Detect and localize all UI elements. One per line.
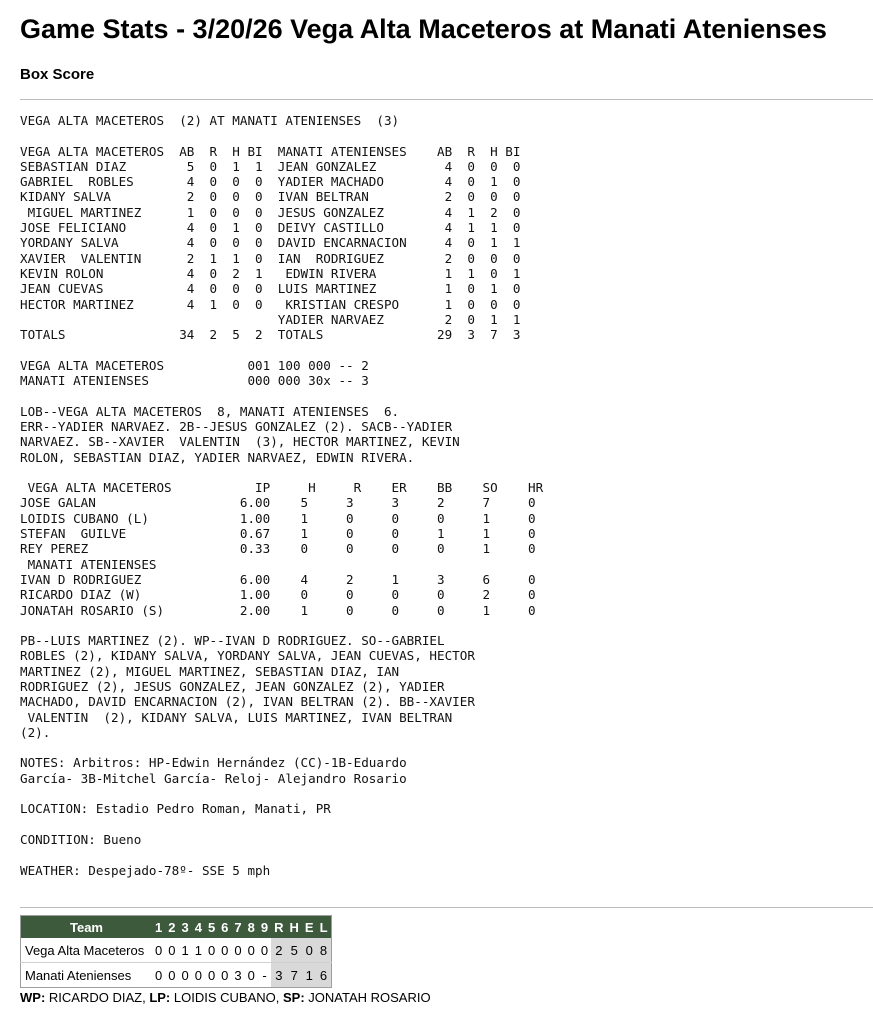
box-score-line: YORDANY SALVA 4 0 0 0 DAVID ENCARNACION 4 0 1 1 (20, 235, 521, 251)
box-score-line: IVAN D RODRIGUEZ 6.00 4 2 1 3 6 0 (20, 571, 536, 587)
box-score-line: (2). (20, 724, 51, 740)
box-score-line: MIGUEL MARTINEZ 1 0 0 0 JESUS GONZALEZ 4 1 2 0 (20, 204, 521, 220)
box-score-line: VEGA ALTA MACETEROS 001 100 000 -- 2 (20, 357, 369, 373)
linescore-row-home (21, 963, 332, 988)
inning-score: 3 (234, 967, 242, 983)
linescore-header-hits: H (287, 916, 302, 939)
box-score-line: JOSE FELICIANO 4 0 1 0 DEIVY CASTILLO 4 1 1 0 (20, 220, 521, 236)
box-score-line: LOIDIS CUBANO (L) 1.00 1 0 0 0 1 0 (20, 510, 536, 526)
box-score-line: MANATI ATENIENSES 000 000 30x -- 3 (20, 373, 369, 389)
box-score-line: CONDITION: Bueno (20, 831, 142, 847)
losing-pitcher: LOIDIS CUBANO (173, 990, 276, 1005)
inning-score: 0 (247, 967, 255, 983)
box-score-line: NOTES: Arbitros: HP-Edwin Hernández (CC)-1B-Eduardo (20, 755, 407, 771)
box-score-line: XAVIER VALENTIN 2 1 1 0 IAN RODRIGUEZ 2 0 0 0 (20, 250, 521, 266)
inning-score: 0 (221, 967, 229, 983)
box-score-line: MACHADO, DAVID ENCARNACION (2), IVAN BELTRAN (2). BB--XAVIER (20, 694, 475, 710)
inning-score: 0 (207, 967, 216, 983)
box-score-line: ROBLES (2), KIDANY SALVA, YORDANY SALVA, JEAN CUEVAS, HECTOR (20, 648, 475, 664)
box-score-line: LOCATION: Estadio Pedro Roman, Manati, PR (20, 801, 331, 817)
box-score-line: PB--LUIS MARTINEZ (2). WP--IVAN D RODRIGUEZ. SO--GABRIEL (20, 633, 445, 649)
winning-pitcher: RICARDO DIAZ (48, 990, 143, 1005)
box-score-text (20, 113, 543, 878)
linescore-row-visitor (21, 938, 332, 963)
linescore-header-runs: R (271, 916, 286, 939)
pitching-decisions: WP: RICARDO DIAZ, LP: LOIDIS CUBANO, SP: JONATAH ROSARIO (20, 990, 431, 1005)
linescore-header-inning: 6 (218, 916, 231, 939)
box-score-line: VEGA ALTA MACETEROS AB R H BI MANATI ATENIENSES AB R H BI (20, 143, 521, 159)
linescore-table (20, 915, 332, 988)
box-score-line: LOB--VEGA ALTA MACETEROS 8, MANATI ATENIENSES 6. (20, 403, 400, 419)
box-score-line: RODRIGUEZ (2), JESUS GONZALEZ, JEAN GONZALEZ (2), YADIER (20, 678, 445, 694)
team-name: Vega Alta Maceteros (21, 938, 153, 963)
box-score-line: YADIER NARVAEZ 2 0 1 1 (20, 311, 521, 327)
linescore-header-team: Team (21, 916, 153, 939)
inning-score: 0 (258, 938, 271, 963)
inning-score: - (262, 967, 267, 983)
inning-score: 1 (192, 938, 205, 963)
wp-label: WP: (20, 990, 46, 1005)
page-title: Game Stats - 3/20/26 Vega Alta Maceteros at Manati Atenienses (20, 14, 827, 44)
total-lob: 8 (317, 938, 331, 963)
box-score-line: García- 3B-Mitchel García- Reloj- Alejandro Rosario (20, 770, 407, 786)
linescore-header-row (21, 916, 332, 939)
linescore-header-inning: 5 (205, 916, 218, 939)
box-score-line: MARTINEZ (2), MIGUEL MARTINEZ, SEBASTIAN DIAZ, IAN (20, 663, 400, 679)
inning-score: 0 (155, 967, 163, 983)
total-runs: 2 (271, 938, 286, 963)
linescore-header-lob: L (317, 916, 331, 939)
box-score-line: KIDANY SALVA 2 0 0 0 IVAN BELTRAN 2 0 0 0 (20, 189, 521, 205)
linescore-header-inning: 2 (165, 916, 178, 939)
page-subtitle: Box Score (20, 66, 95, 83)
inning-score: 0 (168, 967, 176, 983)
box-score-line: REY PEREZ 0.33 0 0 0 0 1 0 (20, 541, 536, 557)
total-errors: 1 (302, 963, 317, 988)
linescore-header-inning: 7 (231, 916, 244, 939)
box-score-line: GABRIEL ROBLES 4 0 0 0 YADIER MACHADO 4 0 1 0 (20, 174, 521, 190)
inning-score: 0 (245, 938, 258, 963)
sp-label: SP: (282, 990, 305, 1005)
linescore-header-inning: 9 (258, 916, 271, 939)
box-score-line: VEGA ALTA MACETEROS (2) AT MANATI ATENIENSES (3) (20, 113, 400, 128)
linescore-header-inning: 1 (152, 916, 165, 939)
box-score-line: RICARDO DIAZ (W) 1.00 0 0 0 0 2 0 (20, 587, 536, 603)
box-score-line: JONATAH ROSARIO (S) 2.00 1 0 0 0 1 0 (20, 602, 536, 618)
linescore-header-errors: E (302, 916, 317, 939)
inning-score: 0 (205, 938, 218, 963)
total-lob: 6 (317, 963, 331, 988)
box-score-line: JOSE GALAN 6.00 5 3 3 2 7 0 (20, 495, 536, 511)
box-score-line: SEBASTIAN DIAZ 5 0 1 1 JEAN GONZALEZ 4 0 0 0 (20, 158, 521, 174)
total-hits: 5 (287, 938, 302, 963)
box-score-line: KEVIN ROLON 4 0 2 1 EDWIN RIVERA 1 1 0 1 (20, 265, 521, 281)
lp-label: LP: (149, 990, 171, 1005)
box-score-line: WEATHER: Despejado-78º- SSE 5 mph (20, 862, 271, 878)
box-score-line: ROLON, SEBASTIAN DIAZ, YADIER NARVAEZ, EDWIN RIVERA. (20, 449, 415, 465)
box-score-line: NARVAEZ. SB--XAVIER VALENTIN (3), HECTOR MARTINEZ, KEVIN (20, 434, 460, 450)
inning-score: 0 (218, 938, 231, 963)
inning-score: 0 (194, 967, 202, 983)
inning-score: 0 (165, 938, 178, 963)
bottom-divider (20, 907, 873, 908)
total-hits: 7 (287, 963, 302, 988)
inning-score: 1 (178, 938, 191, 963)
total-runs: 3 (271, 963, 286, 988)
linescore-header-inning: 3 (178, 916, 191, 939)
box-score-line: VALENTIN (2), KIDANY SALVA, LUIS MARTINEZ, IVAN BELTRAN (20, 709, 453, 725)
box-score-line: HECTOR MARTINEZ 4 1 0 0 KRISTIAN CRESPO 1 0 0 0 (20, 296, 521, 312)
inning-score: 0 (181, 967, 189, 983)
box-score-line: VEGA ALTA MACETEROS IP H R ER BB SO HR (20, 480, 544, 496)
box-score-line: MANATI ATENIENSES (20, 556, 157, 572)
linescore-header-inning: 4 (192, 916, 205, 939)
inning-score: 0 (152, 938, 165, 963)
box-score-line: ERR--YADIER NARVAEZ. 2B--JESUS GONZALEZ (2). SACB--YADIER (20, 418, 453, 434)
save-pitcher: JONATAH ROSARIO (308, 990, 431, 1005)
box-score-line: TOTALS 34 2 5 2 TOTALS 29 3 7 3 (20, 327, 521, 343)
team-name: Manati Atenienses (25, 967, 132, 983)
top-divider (20, 99, 873, 100)
inning-score: 0 (231, 938, 244, 963)
total-errors: 0 (302, 938, 317, 963)
linescore-header-inning: 8 (245, 916, 258, 939)
box-score-line: STEFAN GUILVE 0.67 1 0 0 1 1 0 (20, 526, 536, 542)
box-score-line: JEAN CUEVAS 4 0 0 0 LUIS MARTINEZ 1 0 1 0 (20, 281, 521, 297)
